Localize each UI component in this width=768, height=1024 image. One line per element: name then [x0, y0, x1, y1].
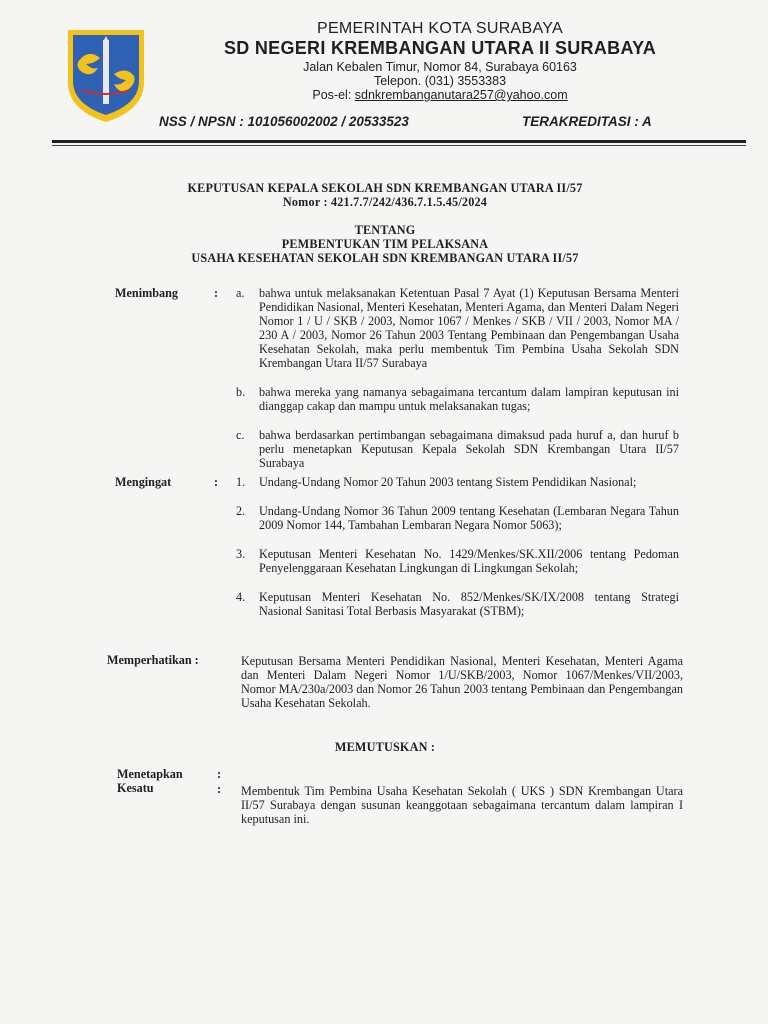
- kesatu-colon: :: [217, 782, 222, 796]
- letterhead-divider-thin: [52, 145, 746, 146]
- government-name: PEMERINTAH KOTA SURABAYA: [316, 20, 564, 37]
- letterhead-divider: [52, 140, 746, 143]
- mengingat-marker-2: 2.: [236, 504, 246, 518]
- surabaya-crest-logo: [64, 24, 148, 124]
- mengingat-item-4: Keputusan Menteri Kesehatan No. 852/Menkes/SK/IX/2008 tentang Strategi Nasional Sanitasi Total Berbasis Masyarakat (STBM);: [259, 590, 679, 618]
- kesatu-label: Kesatu: [117, 781, 154, 795]
- decree-subject-line2: USAHA KESEHATAN SEKOLAH SDN KREMBANGAN UTARA II/57: [191, 251, 579, 265]
- mengingat-item-1: Undang-Undang Nomor 20 Tahun 2003 tentang Sistem Pendidikan Nasional;: [259, 475, 637, 489]
- menimbang-colon: :: [214, 286, 219, 300]
- menimbang-marker-c: c.: [236, 428, 245, 442]
- memperhatikan-label: Memperhatikan :: [107, 653, 199, 667]
- school-name: SD NEGERI KREMBANGAN UTARA II SURABAYA: [223, 38, 657, 58]
- decree-number: Nomor : 421.7.7/242/436.7.1.5.45/2024: [282, 195, 488, 209]
- school-address: Jalan Kebalen Timur, Nomor 84, Surabaya 60163: [303, 60, 577, 74]
- mengingat-label: Mengingat: [115, 475, 172, 489]
- menimbang-label: Menimbang: [115, 286, 178, 300]
- memutuskan-heading: MEMUTUSKAN :: [334, 740, 436, 754]
- menimbang-item-c: bahwa berdasarkan pertimbangan sebagaimana dimaksud pada huruf a, dan huruf b perlu menetapkan Keputusan Kepala Sekolah SDN Krembangan Utara II/57 Surabaya: [259, 428, 679, 470]
- mengingat-marker-3: 3.: [236, 547, 246, 561]
- mengingat-marker-1: 1.: [236, 475, 246, 489]
- school-email-line: [160, 88, 720, 102]
- menetapkan-colon: :: [217, 767, 222, 781]
- menetapkan-label: Menetapkan: [117, 767, 183, 781]
- school-phone: Telepon. (031) 3553383: [373, 74, 507, 88]
- decree-title: KEPUTUSAN KEPALA SEKOLAH SDN KREMBANGAN UTARA II/57: [187, 181, 583, 195]
- mengingat-colon: :: [214, 475, 219, 489]
- email-link[interactable]: sdnkrembanganutara257@yahoo.com: [354, 88, 568, 102]
- nss-npsn: NSS / NPSN : 101056002002 / 20533523: [159, 114, 409, 129]
- memperhatikan-text: Keputusan Bersama Menteri Pendidikan Nasional, Menteri Kesehatan, Menteri Agama dan Menteri Dalam Negeri Nomor 1/U/SKB/2003, Nomor 1067/Menkes/VII/2003, Nomor MA/230a/2003 dan Nomor 26 Tahun 2003 tentang Pembinaan dan Pengembangan Usaha Kesehatan Sekolah.: [241, 654, 683, 710]
- menimbang-marker-b: b.: [236, 385, 246, 399]
- decree-subject-line1: PEMBENTUKAN TIM PELAKSANA: [281, 237, 489, 251]
- email-label: Pos-el:: [312, 88, 355, 102]
- tentang-heading: TENTANG: [354, 223, 416, 237]
- kesatu-text: Membentuk Tim Pembina Usaha Kesehatan Sekolah ( UKS ) SDN Krembangan Utara II/57 Surabaya dengan susunan keanggotaan sebagaimana tercantum dalam lampiran I keputusan ini.: [241, 784, 683, 826]
- mengingat-marker-4: 4.: [236, 590, 246, 604]
- menimbang-marker-a: a.: [236, 286, 245, 300]
- menimbang-item-a: bahwa untuk melaksanakan Ketentuan Pasal 7 Ayat (1) Keputusan Bersama Menteri Pendidikan Nasional, Menteri Kesehatan, Menteri Agama, dan Menteri Dalam Negeri Nomor 1 / U / SKB / 2003, Nomor 1067 / Menkes / SKB / VII / 2003, Nomor MA / 230 A / 2003, Nomor 26 Tahun 2003 Tentang Pembinaan dan Pengembangan Usaha Kesehatan Sekolah, maka perlu membentuk Tim Pembina Usaha Sekolah SDN Krembangan Utara II/57 Surabaya: [259, 286, 679, 370]
- mengingat-item-2: Undang-Undang Nomor 36 Tahun 2009 tentang Kesehatan (Lembaran Negara Tahun 2009 Nomor 144, Tambahan Lembaran Negara Nomor 5063);: [259, 504, 679, 532]
- menimbang-item-b: bahwa mereka yang namanya sebagaimana tercantum dalam lampiran keputusan ini dianggap cakap dan mampu untuk melaksanakan tugas;: [259, 385, 679, 413]
- accreditation: TERAKREDITASI : A: [522, 114, 652, 129]
- mengingat-item-3: Keputusan Menteri Kesehatan No. 1429/Menkes/SK.XII/2006 tentang Pedoman Penyelenggaraan Kesehatan Lingkungan di Lingkungan Sekolah;: [259, 547, 679, 575]
